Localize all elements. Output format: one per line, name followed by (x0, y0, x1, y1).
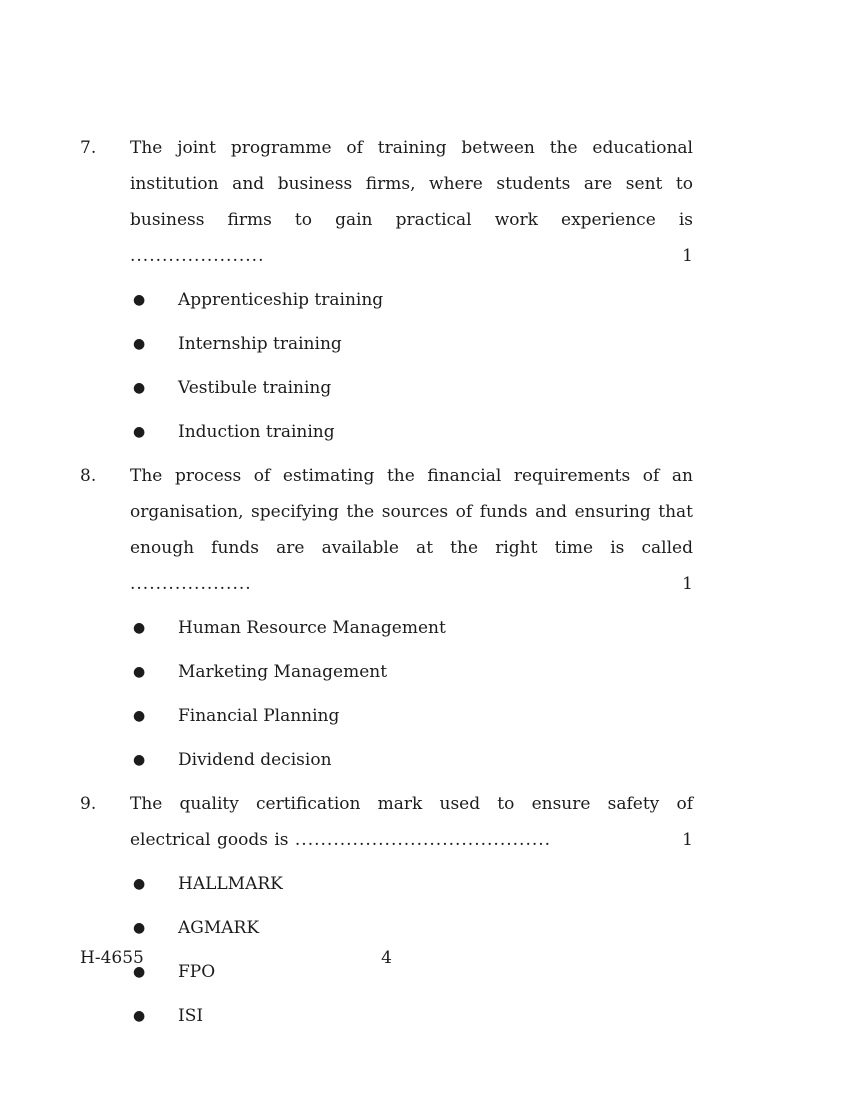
option-item (130, 866, 693, 902)
question-item-7 (80, 130, 693, 450)
option-item (130, 742, 693, 778)
blank-line: ........................................ (294, 830, 552, 850)
bullet-icon: ● (133, 1008, 146, 1024)
blank-line: ..................... (130, 246, 265, 266)
option-label: Internship training (178, 334, 342, 354)
bullet-icon: ● (133, 424, 146, 440)
option-label: ISI (178, 1006, 204, 1026)
page-footer (80, 946, 693, 970)
bullet-icon: ● (133, 664, 146, 680)
question-number: 8. (80, 466, 97, 486)
question-item-8 (80, 458, 693, 778)
option-label: Human Resource Management (178, 618, 446, 638)
bullet-icon: ● (133, 964, 146, 980)
marks-value: 1 (682, 574, 693, 594)
option-label: Marketing Management (178, 662, 388, 682)
bullet-icon: ● (133, 752, 146, 768)
option-item (130, 610, 693, 646)
blank-line: ................... (130, 574, 252, 594)
question-text-wrap (130, 458, 693, 602)
option-label: Dividend decision (178, 750, 332, 770)
option-label: Apprenticeship training (178, 290, 384, 310)
question-number: 9. (80, 794, 97, 814)
option-label: AGMARK (178, 918, 260, 938)
question-number: 7. (80, 138, 97, 158)
bullet-icon: ● (133, 876, 146, 892)
option-item (130, 282, 693, 318)
question-body (130, 130, 693, 450)
bullet-icon: ● (133, 708, 146, 724)
question-text (130, 786, 693, 858)
paper-code: H-4655 (80, 948, 144, 968)
page-number: 4 (381, 948, 392, 968)
question-text-wrap (130, 130, 693, 274)
bullet-icon: ● (133, 620, 146, 636)
question-text (130, 130, 693, 274)
option-item (130, 654, 693, 690)
questions-section (80, 130, 693, 1034)
options-list (130, 282, 693, 450)
question-text-content: The quality certification mark used to ensure safety of electrical goods is (130, 794, 693, 850)
bullet-icon: ● (133, 292, 146, 308)
bullet-icon: ● (133, 920, 146, 936)
question-text-content: The process of estimating the financial requirements of an organisation, specifying the sources of funds and ensuring that enough funds are available at the right time is called (130, 466, 693, 558)
option-item (130, 998, 693, 1034)
option-label: Financial Planning (178, 706, 340, 726)
question-item-9 (80, 786, 693, 1034)
question-body (130, 458, 693, 778)
option-label: Induction training (178, 422, 335, 442)
option-label: Vestibule training (178, 378, 332, 398)
marks-value: 1 (682, 246, 693, 266)
option-item (130, 414, 693, 450)
option-item (130, 910, 693, 946)
question-body (130, 786, 693, 1034)
option-label: FPO (178, 962, 216, 982)
bullet-icon: ● (133, 380, 146, 396)
option-item (130, 698, 693, 734)
option-item (130, 370, 693, 406)
option-item (130, 326, 693, 362)
bullet-icon: ● (133, 336, 146, 352)
options-list (130, 610, 693, 778)
question-text-wrap (130, 786, 693, 858)
marks-value: 1 (682, 830, 693, 850)
question-text (130, 458, 693, 602)
question-text-content: The joint programme of training between the educational institution and business firms, where students are sent to business firms to gain practical work experience is (130, 138, 693, 230)
option-label: HALLMARK (178, 874, 283, 894)
